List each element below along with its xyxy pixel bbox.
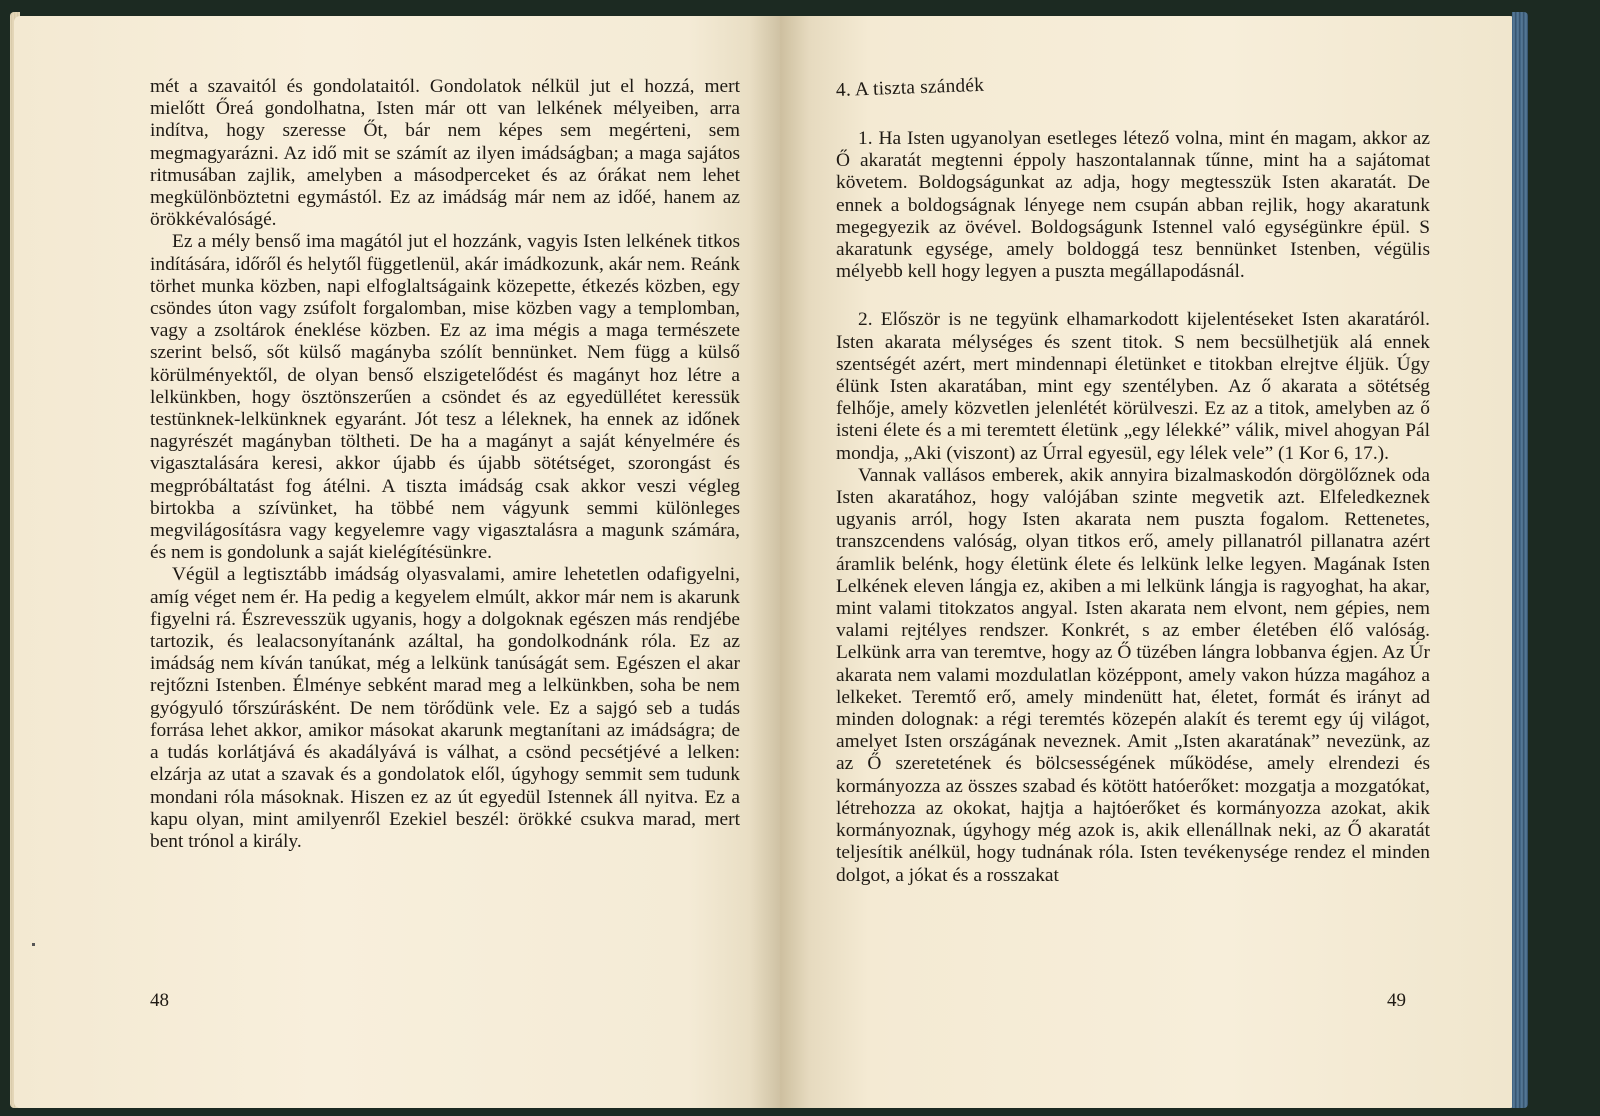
left-page-number: 48 bbox=[150, 990, 169, 1011]
left-paragraph-3: Végül a legtisztább imádság olyasvalami, amire lehetetlen odafigyelni, amíg véget nem ér. Ha pedig a kegyelem elmúlt, akkor már nem is akarunk figyelni rá. Észrevesszük ugyanis, hogy a dolgoknak egészen más rendjébe tartozik, és lealacsonyítanánk azáltal, ha gondolkodnánk róla. Ez az imádság nem kíván tanúkat, még a lelkünk tanúságát sem. Egészen el akar rejtőzni Istenben. Élménye sebként marad meg a lelkünkben, soha be nem gyógyuló tőrszúrásként. De nem törődünk vele. Ez a sajgó seb a tudás forrása lehet akkor, amikor másokat akarunk megtanítani az imádságra; de a tudás korlátjává és akadályává is válhat, a csönd pecsétjévé a lelken: elzárja az utat a szavak és a gondolatok elől, úgyhogy semmit sem tudunk mondani róla másoknak. Hiszen ez az út egyedül Istennek áll nyitva. Ez a kapu olyan, mint amilyenről Ezekiel beszél: örökké csukva marad, mert bent trónol a király. bbox=[150, 564, 740, 852]
left-paragraph-1: mét a szavaitól és gondolataitól. Gondolatok nélkül jut el hozzá, mert mielőtt Őreá gondolhatna, Isten már ott van lelkének mélyeiben, arra indítva, hogy szeresse Őt, bár nem képes sem megérteni, sem megmagyarázni. Az idő mit se számít az ilyen imádságban; a maga sajátos ritmusában zajlik, amelyben a másodperceket és az órákat nem lehet megkülönböztetni egymástól. Ez az imádság már nem az időé, hanem az örökkévalóságé. bbox=[150, 76, 740, 231]
left-page bbox=[14, 16, 780, 1108]
right-page-text bbox=[835, 74, 1430, 887]
scan-speck bbox=[32, 943, 35, 946]
right-paragraph-1: 1. Ha Isten ugyanolyan esetleges létező volna, mint én magam, akkor az Ő akaratát megtenni éppoly haszontalannak tűnne, mint ha a sajátomat követem. Boldogságunkat az adja, hogy megtesszük Isten akaratát. De ennek a boldogságnak lényege nem csupán abban rejlik, hogy akaratunk megegyezik az övével. Boldogságunk Istennel való egységünkre épül. S akaratunk egysége, amely boldoggá tesz bennünket Istenben, végülis mélyebb kell hogy legyen a puszta megállapodásnál. bbox=[836, 128, 1430, 283]
chapter-heading: 4. A tiszta szándék bbox=[835, 74, 985, 101]
right-paragraph-3: Vannak vallásos emberek, akik annyira bizalmaskodón dörgölőznek oda Isten akaratához, hogy valójában szinte megvetik azt. Elfeledkeznek ugyanis arról, hogy Isten akarata nem puszta fogalom. Rettenetes, transzcendens valóság, olyan titkos erő, amely pillanatról pillanatra azért áramlik belénk, hogy életünk élete és lelkünk lelke legyen. Magának Isten Lelkének eleven lángja ez, akiben a mi lelkünk lángja is ragyoghat, ha akar, mint valami titokzatos angyal. Isten akarata nem elvont, nem gépies, nem valami rejtélyes rendszer. Konkrét, s az ember életében élő valóság. Lelkünk arra van teremtve, hogy az Ő tüzében lángra lobbanva égjen. Az Úr akarata nem valami mozdulatlan középpont, amely vakon húzza magához a lelkeket. Teremtő erő, amely mindenütt hat, életet, formát és irányt ad minden dolognak: a régi teremtés közepén alakít és teremt egy új világot, amelyet Isten országának neveznek. Amit „Isten akaratának” nevezünk, az az Ő szeretetének és bölcsességének működése, amely elrendezi és kormányozza az összes szabad és kötött hatóerőket: mozgatja a mozgatókat, létrehozza az okokat, hajtja a hajtóerőket és kormányozza azokat, akik kormányoznak, úgyhogy még azok is, akik ellenállnak neki, az Ő akaratát teljesítik anélkül, hogy tudnának róla. Isten tevékenysége rendez el minden dolgot, a jókat és a rosszakat bbox=[836, 464, 1430, 886]
right-page-edges bbox=[1512, 12, 1528, 1108]
right-page-number: 49 bbox=[1387, 990, 1406, 1011]
left-page-text bbox=[150, 76, 740, 853]
left-paragraph-2: Ez a mély benső ima magától jut el hozzánk, vagyis Isten lelkének titkos indítására, időről és helytől függetlenül, akár imádkozunk, akár nem. Reánk törhet munka közben, napi elfoglaltságaink közepette, étkezés közben, egy csöndes úton vagy zsúfolt forgalomban, mise közben vagy a templomban, vagy a zsoltárok éneklése közben. Ez az ima mégis a maga természete szerint belső, sőt külső magányba szólít bennünket. Nem függ a külső körülményektől, de olyan benső elszigetelődést és magányt hoz létre a lelkünkben, hogy ösztönszerűen a csöndet és az egyedüllétet keressük testünknek-lelkünknek egyaránt. Jót tesz a léleknek, ha ennek az időnek nagyrészét magányban töltheti. De ha a magányt a saját kényelmére és vigasztalására keresi, akkor újabb és újabb sötétséget, szorongást és megpróbáltatást fog átélni. A tiszta imádság csak akkor veszi végleg birtokba a szívünket, ha többé nem vágyunk semmi különleges megvilágosításra vagy kegyelemre vagy vigasztalásra a magunk számára, és nem is gondolunk a saját kielégítésünkre. bbox=[150, 231, 740, 564]
right-page bbox=[780, 16, 1516, 1108]
right-paragraph-2: 2. Először is ne tegyünk elhamarkodott kijelentéseket Isten akaratáról. Isten akarata mélységes és szent titok. S nem becsülhetjük alá ennek szentségét azért, mert mindennapi életünket e titokban elrejtve éljük. Úgy élünk Isten akaratában, mint egy szentélyben. Az ő akarata a sötétség felhője, amely közvetlen jelenlétét körülveszi. Ez az a titok, amelyben az ő isteni élete és a mi teremtett életünk „egy lélekké” válik, mivel ahogyan Pál mondja, „Aki (viszont) az Úrral egyesül, egy lélek vele” (1 Kor 6, 17.). bbox=[836, 309, 1430, 464]
